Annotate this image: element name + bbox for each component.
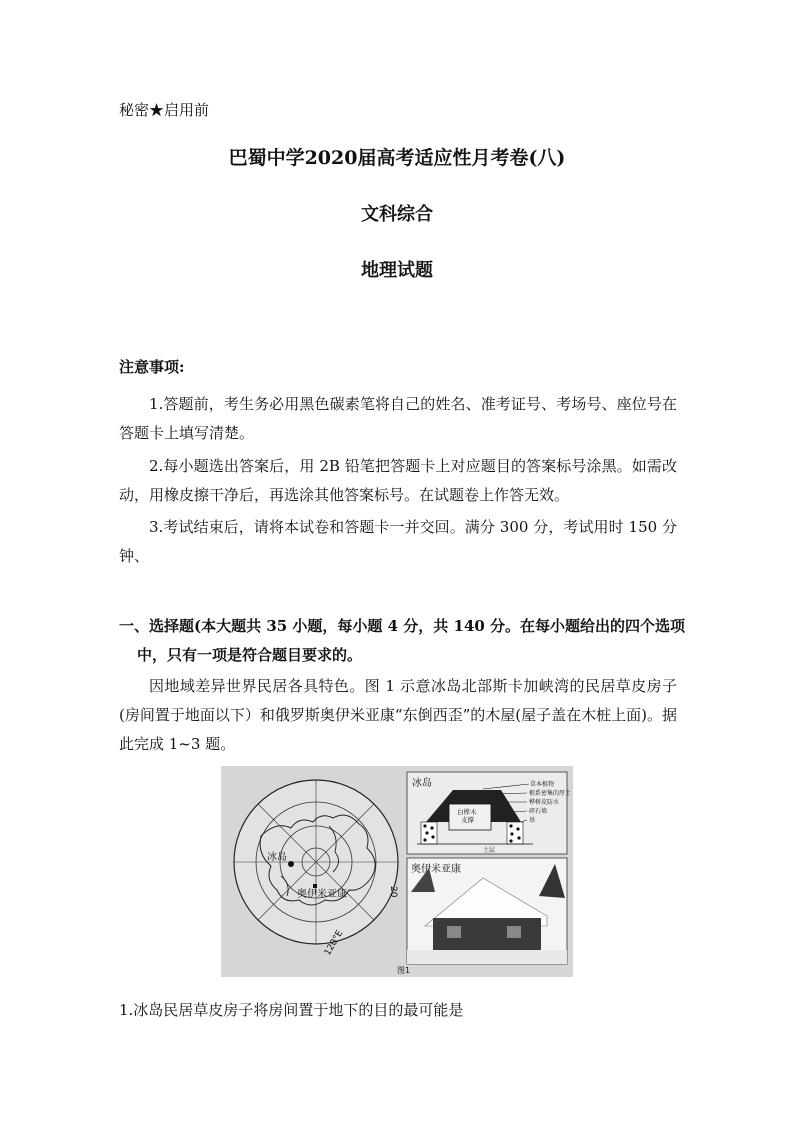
paper-title: 地理试题 — [361, 260, 433, 281]
map-label-iceland: 冰岛 — [267, 852, 287, 863]
exam-title: 巴蜀中学2020届高考适应性月考卷(八) — [228, 147, 566, 169]
legend-item-2: 根系密集的厚土 — [529, 790, 572, 797]
notice-item-3: 3.考试结束后，请将本试卷和答题卡一并交回。满分 300 分，考试用时 150 分钟、 — [119, 518, 677, 565]
sod-house-diagram — [407, 772, 571, 854]
section-heading: 一、选择题(本大题共 35 小题，每小题 4 分，共 140 分。在每小题给出的四个选项中，只有一项是符合题目要求的。 — [119, 617, 686, 664]
legend-item-1: 草本植物 — [530, 781, 555, 788]
figure-1-graphic — [221, 766, 573, 977]
photo-label: 奥伊米亚康 — [411, 864, 461, 875]
notice-item-1: 1.答题前，考生务必用黑色碳素笔将自己的姓名、准考证号、考场号、座位号在答题卡上填写清楚。 — [119, 395, 677, 442]
legend-item-4: 碎石墙 — [529, 808, 548, 815]
figure-1 — [221, 766, 573, 977]
section-intro: 因地域差异世界民居各具特色。图 1 示意冰岛北部斯卡加峡湾的民居草皮房子(房间置于地面以下）和俄罗斯奥伊米亚康“东倒西歪”的木屋(屋子盖在木桩上面)。据此完成 1~3 题。 — [119, 677, 677, 753]
map-label-latitude: 20 — [388, 886, 398, 898]
legend-item-3: 桦树皮防水 — [529, 799, 560, 806]
map-label-oymyakon: 奥伊米亚康 — [297, 889, 347, 900]
oymyakon-photo — [407, 858, 567, 964]
map-label-longitude: 120°E — [322, 928, 346, 958]
diagram-center-label-1: 白桦木 — [457, 808, 477, 816]
diagram-center-label-2: 支撑 — [461, 816, 474, 824]
diagram-ground-label: 土层 — [483, 847, 496, 854]
question-1: 1.冰岛民居草皮房子将房间置于地下的目的最可能是 — [119, 1001, 464, 1019]
diagram-title: 冰岛 — [412, 778, 432, 789]
notice-heading: 注意事项: — [119, 358, 185, 376]
legend-item-5: 基 — [529, 817, 536, 824]
notice-item-2: 2.每小题选出答案后，用 2B 铅笔把答题卡上对应题目的答案标号涂黑。如需改动，用橡皮擦干净后，再选涂其他答案标号。在试题卷上作答无效。 — [119, 457, 677, 504]
subject-title: 文科综合 — [361, 204, 433, 225]
secret-label: 秘密★启用前 — [119, 101, 210, 119]
figure-caption: 图1 — [397, 966, 411, 975]
